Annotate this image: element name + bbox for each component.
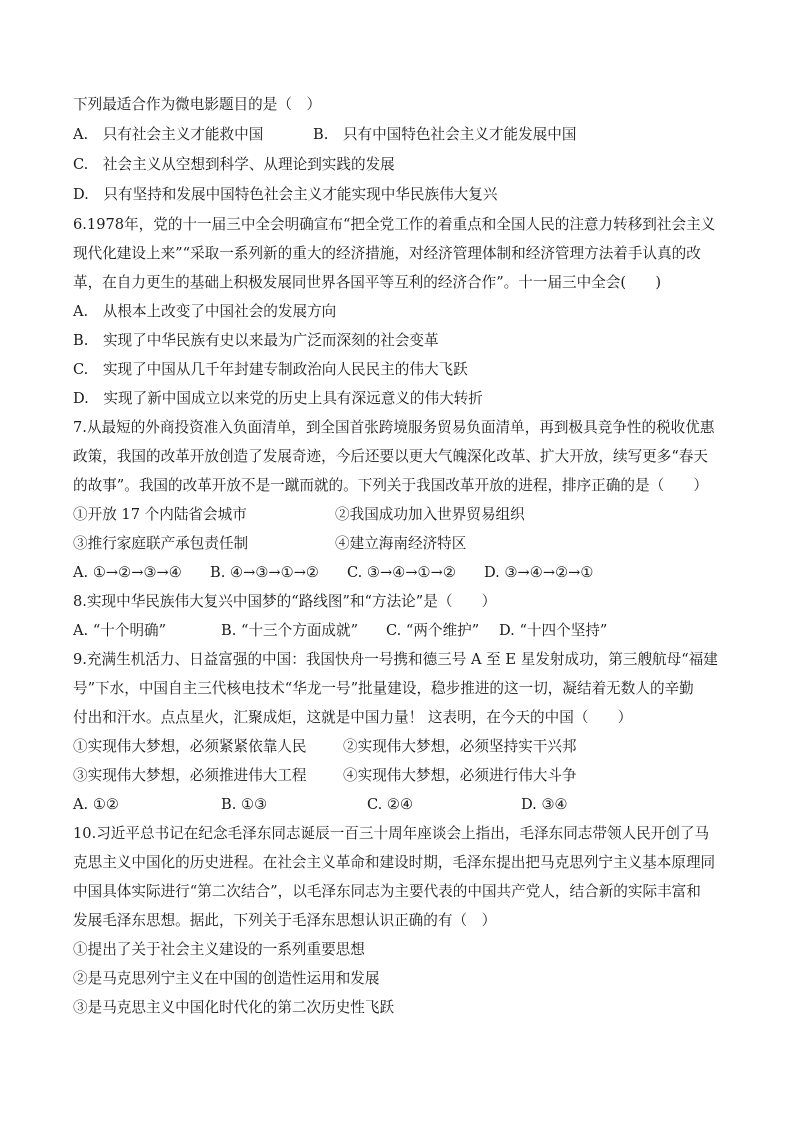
q9-option-c[interactable]: C. ②④ [367,796,414,813]
q9-stem-line-1: 9.充满生机活力、日益富强的中国：我国快舟一号携和德三号 A 至 E 星发射成功，第三艘航母“福建 [73,651,718,668]
q8-stem: 8.实现中华民族伟大复兴中国梦的“路线图”和“方法论”是（ ） [73,593,497,610]
q7-statement-4: ④建立海南经济特区 [335,535,467,552]
q7-statement-1: ①开放 17 个内陆省会城市 [73,506,247,523]
q8-option-a[interactable]: A. “十个明确” [73,622,167,639]
q9-stem-line-3: 付出和汗水。点点星火，汇聚成炬，这就是中国力量！ 这表明，在今天的中国（ ） [73,709,633,726]
q7-options-row [73,563,593,583]
q5-option-a[interactable]: A. 只有社会主义才能救中国 [73,126,264,143]
q10-stem-line-3: 中国具体实际进行“第二次结合”，以毛泽东同志为主要代表的中国共产党人，结合新的实际丰富和 [73,883,701,900]
q10-statement-2: ②是马克思列宁主义在中国的创造性运用和发展 [73,970,380,987]
q7-statement-3: ③推行家庭联产承包责任制 [73,535,249,552]
q9-statement-2: ②实现伟大梦想，必须坚持实干兴邦 [343,738,577,755]
q10-statement-3: ③是马克思主义中国化时代化的第二次历史性飞跃 [73,999,395,1016]
q8-option-b[interactable]: B. “十三个方面成就” [221,622,359,639]
q7-option-a[interactable]: A. ①→②→③→④ [73,564,182,581]
q9-statement-3: ③实现伟大梦想，必须推进伟大工程 [73,767,307,784]
q9-statement-4: ④实现伟大梦想，必须进行伟大斗争 [343,767,577,784]
q5-option-c[interactable]: C. 社会主义从空想到科学、从理论到实践的发展 [73,156,395,173]
q6-option-c[interactable]: C. 实现了中国从几千年封建专制政治向人民民主的伟大飞跃 [73,361,468,378]
q5-options-row-1 [73,125,576,145]
q9-statements-row-1 [73,737,577,757]
q7-option-d[interactable]: D. ③→④→②→① [484,564,594,581]
q9-option-d[interactable]: D. ③④ [521,796,568,813]
q8-option-c[interactable]: C. “两个维护” [386,622,480,639]
q7-statements-row-2 [73,534,466,554]
q6-stem-line-2: 现代化建设上来”“采取一系列新的重大的经济措施，对经济管理体制和经济管理方法着手认真的改 [73,245,701,262]
q5-stem: 下列最适合作为微电影题目的是（ ） [73,96,322,113]
q9-option-b[interactable]: B. ①③ [221,796,268,813]
q8-options-row [73,621,607,641]
q9-statements-row-2 [73,766,577,786]
q9-statement-1: ①实现伟大梦想，必须紧紧依靠人民 [73,738,307,755]
q7-option-b[interactable]: B. ④→③→①→② [210,564,320,581]
q10-stem-line-4: 发展毛泽东思想。据此，下列关于毛泽东思想认识正确的有（ ） [73,912,497,929]
q6-option-b[interactable]: B. 实现了中华民族有史以来最为广泛而深刻的社会变革 [73,332,439,349]
q7-stem-line-2: 政策，我国的改革开放创造了发展奇迹，今后还要以更大气魄深化改革、扩大开放，续写更多“春天 [73,448,708,465]
q6-option-a[interactable]: A. 从根本上改变了中国社会的发展方向 [73,303,337,320]
q7-statements-row-1 [73,505,525,525]
q5-option-d[interactable]: D. 只有坚持和发展中国特色社会主义才能实现中华民族伟大复兴 [73,186,498,203]
q10-statement-1: ①提出了关于社会主义建设的一系列重要思想 [73,941,365,958]
q7-statement-2: ②我国成功加入世界贸易组织 [335,506,525,523]
q10-stem-line-2: 克思主义中国化的历史进程。在社会主义革命和建设时期，毛泽东提出把马克思列宁主义基本原理同 [73,854,716,871]
q6-stem-line-1: 6.1978年，党的十一届三中全会明确宣布“把全党工作的着重点和全国人民的注意力转移到社会主义 [73,216,716,233]
q6-stem-line-3: 革，在自力更生的基础上积极发展同世界各国平等互利的经济合作”。十一届三中全会( ) [73,274,662,291]
q7-option-c[interactable]: C. ③→④→①→② [347,564,456,581]
q6-option-d[interactable]: D. 实现了新中国成立以来党的历史上具有深远意义的伟大转折 [73,390,483,407]
q9-options-row [73,795,568,815]
q7-stem-line-1: 7.从最短的外商投资准入负面清单，到全国首张跨境服务贸易负面清单，再到极具竞争性的税收优惠 [73,419,715,436]
q8-option-d[interactable]: D. “十四个坚持” [499,622,608,639]
q10-stem-line-1: 10.习近平总书记在纪念毛泽东同志诞辰一百三十周年座谈会上指出，毛泽东同志带领人民开创了马 [73,825,710,842]
q5-option-b[interactable]: B. 只有中国特色社会主义才能发展中国 [313,126,577,143]
q7-stem-line-3: 的故事”。我国的改革开放不是一蹴而就的。下列关于我国改革开放的进程，排序正确的是（ ） [73,477,708,494]
q9-option-a[interactable]: A. ①② [73,796,119,813]
q9-stem-line-2: 号”下水，中国自主三代核电技术“华龙一号”批量建设，稳步推进的这一切，凝结着无数人的辛勤 [73,680,694,697]
